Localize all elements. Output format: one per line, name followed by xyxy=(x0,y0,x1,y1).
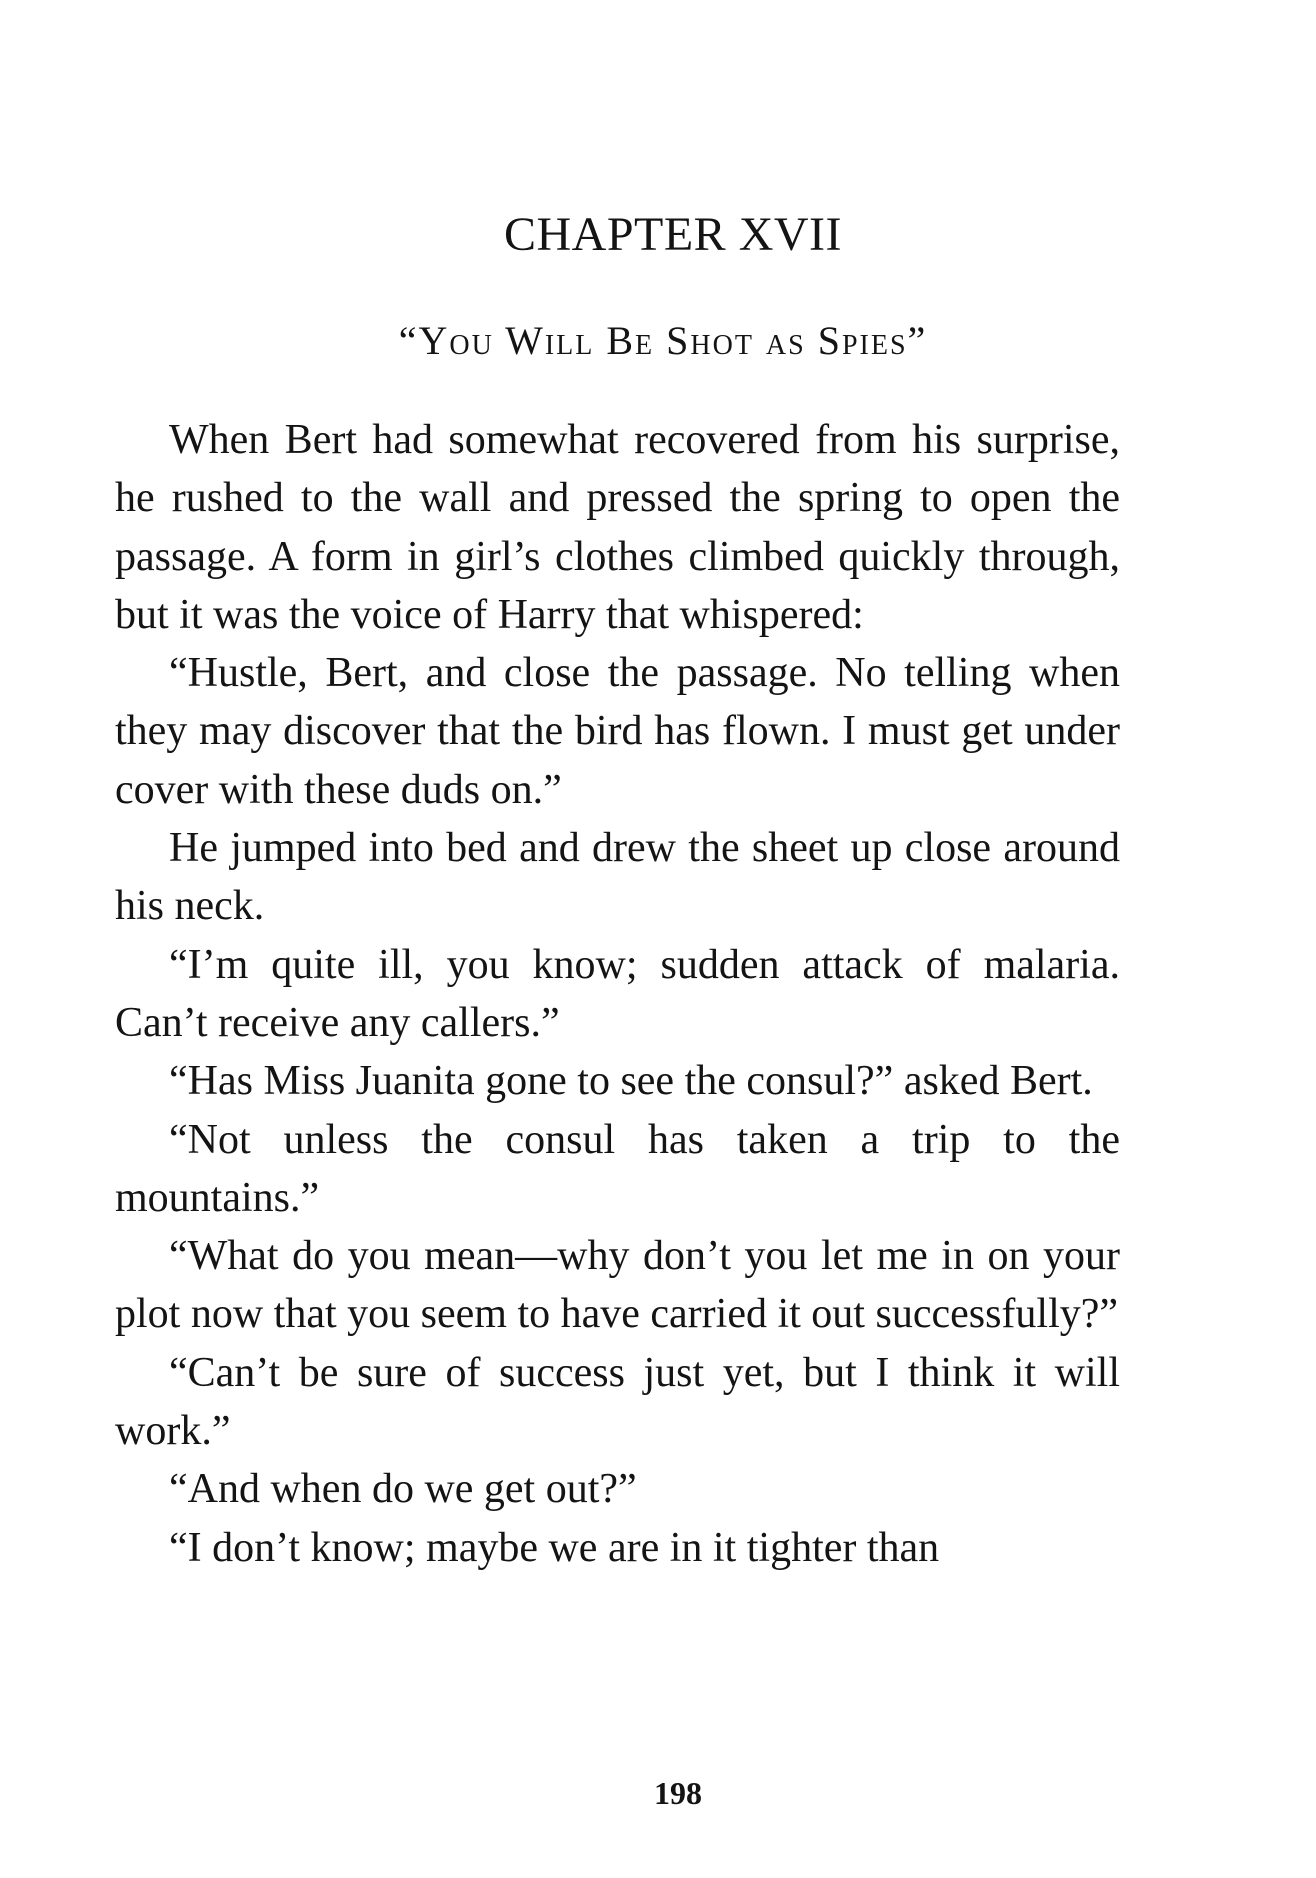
body-text xyxy=(115,411,1120,1577)
paragraph: “And when do we get out?” xyxy=(169,1466,637,1513)
chapter-number: CHAPTER XVII xyxy=(504,208,842,261)
paragraph: “I’m quite ill, you know; sudden attack of malaria. Can’t receive any callers.” xyxy=(115,941,1120,1046)
paragraph: When Bert had somewhat recovered from his surprise, he rushed to the wall and pressed the spring to open the passage. A form in girl’s clothes climbed quickly through, but it was the voice of Harry that whispered: xyxy=(115,417,1120,638)
paragraph: He jumped into bed and drew the sheet up close around his neck. xyxy=(115,825,1120,930)
page-number: 198 xyxy=(654,1775,702,1811)
chapter-title: “You Will Be Shot as Spies” xyxy=(398,318,928,363)
paragraph: “Can’t be sure of success just yet, but I think it will work.” xyxy=(115,1349,1120,1455)
paragraph: “What do you mean—why don’t you let me in on your plot now that you seem to have carried it out successfully?” xyxy=(115,1233,1120,1338)
paragraph: “Has Miss Juanita gone to see the consul?” asked Bert. xyxy=(169,1058,1093,1105)
paragraph: “Hustle, Bert, and close the passage. No telling when they may discover that the bird has flown. I must get under cover with these duds on.” xyxy=(115,650,1120,813)
paragraph: “I don’t know; maybe we are in it tighter than xyxy=(169,1524,940,1571)
paragraph: “Not unless the consul has taken a trip to the mountains.” xyxy=(115,1116,1120,1221)
